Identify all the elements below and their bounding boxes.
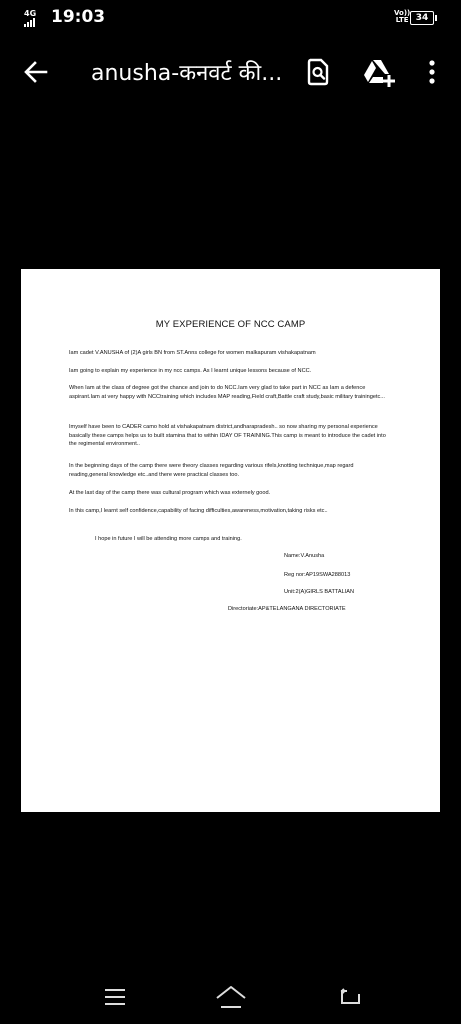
more-options-button[interactable]: [424, 56, 440, 88]
document-page[interactable]: [21, 269, 440, 812]
paragraph: In the beginning days of the camp there were theory classes regarding various rifels,knotting technique,map regard reading,general knowledge etc..and there were practical classes too.: [69, 463, 354, 478]
recent-apps-button[interactable]: [104, 986, 126, 1008]
app-bar: [0, 44, 461, 100]
paragraph: At the last day of the camp there was cultural program which was externely good.: [69, 490, 271, 496]
status-time: 19:03: [51, 7, 106, 27]
paragraph: When Iam at the class of degree got the chance and join to do NCC.Iam very glad to take part in NCC as Iam a defence aspirant.Iam at very happy with NCCtraining which includes MAP reading,Field craft,Battle craft study,basic military trainingetc...: [69, 385, 385, 400]
document-heading: MY EXPERIENCE OF NCC CAMP: [155, 319, 306, 330]
volte-indicator: Vo)) LTE: [394, 9, 411, 24]
home-button[interactable]: [215, 984, 247, 1010]
network-type: 4G: [24, 9, 37, 18]
system-back-button[interactable]: [340, 986, 362, 1008]
paragraph: Imyself have been to CADER camo hold at vishakapatnam district,andharapradesh.. so now sharing my personal experience basically these camps helps us to built stamina that to within IDAY OF TRAINING.This camp is meant to introduce the cadet into the regimental environment..: [69, 424, 386, 447]
document-title: anusha-कनवर्ट की...: [91, 61, 283, 86]
signature-unit: Unit:2(A)GIRLS BATTALIAN: [284, 589, 355, 595]
paragraph: I hope in future I will be attending more camps and training.: [95, 536, 242, 542]
status-bar: [0, 0, 461, 36]
paragraph: In this camp,I learnt self confidence,capability of facing difficulties,awareness,motivation,taking risks etc..: [69, 508, 328, 514]
paragraph: Iam cadet V.ANUSHA of (2)A girls BN from ST.Anns college for women malkapuram vishakapatnam: [69, 350, 316, 356]
signal-icon: [24, 10, 46, 26]
paragraph: Iam going to explain my experience in my ncc camps. As I learnt unique lessons because of NCC.: [69, 368, 312, 374]
battery-level: 34: [415, 13, 429, 23]
more-vert-icon: [424, 56, 440, 88]
recent-apps-icon: [104, 986, 126, 1008]
add-to-drive-button[interactable]: [362, 56, 396, 88]
find-in-document-button[interactable]: [302, 56, 334, 88]
navigation-bar: [0, 976, 461, 1024]
home-icon: [215, 984, 247, 1010]
battery-icon: [410, 11, 434, 25]
add-to-drive-icon: [362, 56, 396, 88]
search-document-icon: [302, 56, 334, 88]
back-button[interactable]: [20, 56, 52, 88]
signature-name: Name:V.Anusha: [284, 553, 325, 559]
back-icon: [340, 986, 362, 1008]
back-arrow-icon: [20, 56, 52, 88]
signature-directorate: Directoriate:AP&TELANGANA DIRECTORIATE: [228, 606, 346, 612]
signature-reg: Reg nor:AP19SWA288013: [284, 572, 351, 578]
